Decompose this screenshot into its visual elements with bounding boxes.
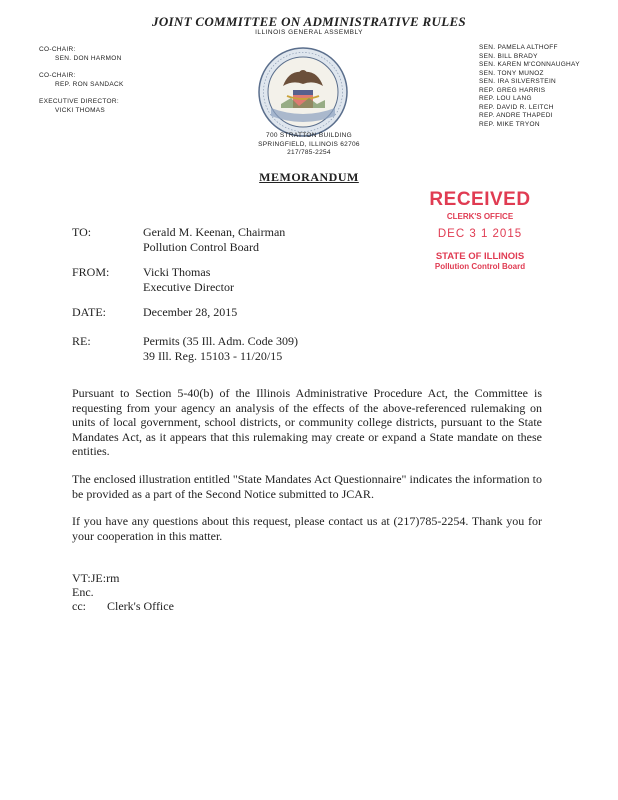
committee-address xyxy=(0,132,618,158)
member-item: REP. GREG HARRIS xyxy=(479,86,546,94)
to-label: TO: xyxy=(72,225,92,239)
to-value xyxy=(143,225,285,255)
co-chair-1-role: CO-CHAIR: xyxy=(39,46,76,53)
committee-subtitle: ILLINOIS GENERAL ASSEMBLY xyxy=(255,29,363,36)
date-value: December 28, 2015 xyxy=(143,305,238,319)
co-chair-1-name: SEN. DON HARMON xyxy=(55,54,122,62)
committee-title: JOINT COMMITTEE ON ADMINISTRATIVE RULES xyxy=(152,14,466,29)
address-line: 217/785-2254 xyxy=(287,149,331,156)
member-item: SEN. BILL BRADY xyxy=(479,52,538,60)
member-item: SEN. KAREN MʹCONNAUGHAY xyxy=(479,61,580,68)
address-line: SPRINGFIELD, ILLINOIS 62706 xyxy=(258,140,360,148)
member-item: REP. MIKE TRYON xyxy=(479,120,540,128)
re-label: RE: xyxy=(72,334,91,348)
re-line: Permits (35 Ill. Adm. Code 309) xyxy=(143,334,298,348)
co-chair-1 xyxy=(39,46,122,63)
re-line: 39 Ill. Reg. 15103 - 11/20/15 xyxy=(143,349,283,363)
stamp-received: RECEIVED xyxy=(429,189,531,210)
date-label: DATE: xyxy=(72,305,106,319)
stamp-date: DEC 3 1 2015 xyxy=(437,228,523,240)
stamp-state: STATE OF ILLINOIS xyxy=(435,251,525,262)
stamp-board: Pollution Control Board xyxy=(434,262,526,271)
executive-director-role: EXECUTIVE DIRECTOR: xyxy=(39,98,119,105)
member-item: REP. LOU LANG xyxy=(479,95,532,102)
member-item: SEN. TONY MUNOZ xyxy=(479,69,544,77)
to-line: Pollution Control Board xyxy=(143,240,260,254)
from-value xyxy=(143,265,234,295)
received-stamp xyxy=(405,190,555,272)
co-chair-2-name: REP. RON SANDACK xyxy=(55,80,124,88)
co-chair-2-role: CO-CHAIR: xyxy=(39,72,76,79)
closing-enclosure: Enc. xyxy=(72,585,94,599)
cc-label: cc: xyxy=(72,599,86,613)
executive-director-name: VICKI THOMAS xyxy=(55,106,106,114)
closing-initials: VT:JE:rm xyxy=(72,571,120,585)
stamp-office: CLERK'S OFFICE xyxy=(446,212,514,221)
body-paragraph: The enclosed illustration entitled "State Mandates Act Questionnaire" indicates the information to be provided as a part of the Second Notice submitted to JCAR. xyxy=(72,472,542,501)
member-item: SEN. IRA SILVERSTEIN xyxy=(479,78,557,85)
to-line: Gerald M. Keenan, Chairman xyxy=(143,225,286,239)
cc-value: Clerk's Office xyxy=(107,599,174,613)
address-line: 700 STRATTON BUILDING xyxy=(266,132,352,139)
memo-heading: MEMORANDUM xyxy=(259,170,359,184)
from-line: Executive Director xyxy=(143,280,234,294)
committee-members xyxy=(479,44,580,129)
body-paragraph: Pursuant to Section 5-40(b) of the Illinois Administrative Procedure Act, the Committee is requesting from your agency an analysis of the effects of the above-referenced rulemaking on units of local government, school districts, or community college districts, pursuant to the State Mandates Act, as it appears that this rulemaking may create or expand a State mandate on these entities. xyxy=(72,386,542,458)
co-chair-2 xyxy=(39,72,124,89)
re-value xyxy=(143,334,298,364)
from-label: FROM: xyxy=(72,265,110,279)
body-paragraph: If you have any questions about this request, please contact us at (217)785-2254. Thank you for your cooperation in this matter. xyxy=(72,514,542,543)
member-item: REP. ANDRE THAPEDI xyxy=(479,112,553,119)
member-item: SEN. PAMELA ALTHOFF xyxy=(479,44,558,51)
member-item: REP. DAVID R. LEITCH xyxy=(479,103,554,111)
from-line: Vicki Thomas xyxy=(143,265,211,279)
state-seal-icon xyxy=(257,46,349,138)
executive-director xyxy=(39,98,119,115)
